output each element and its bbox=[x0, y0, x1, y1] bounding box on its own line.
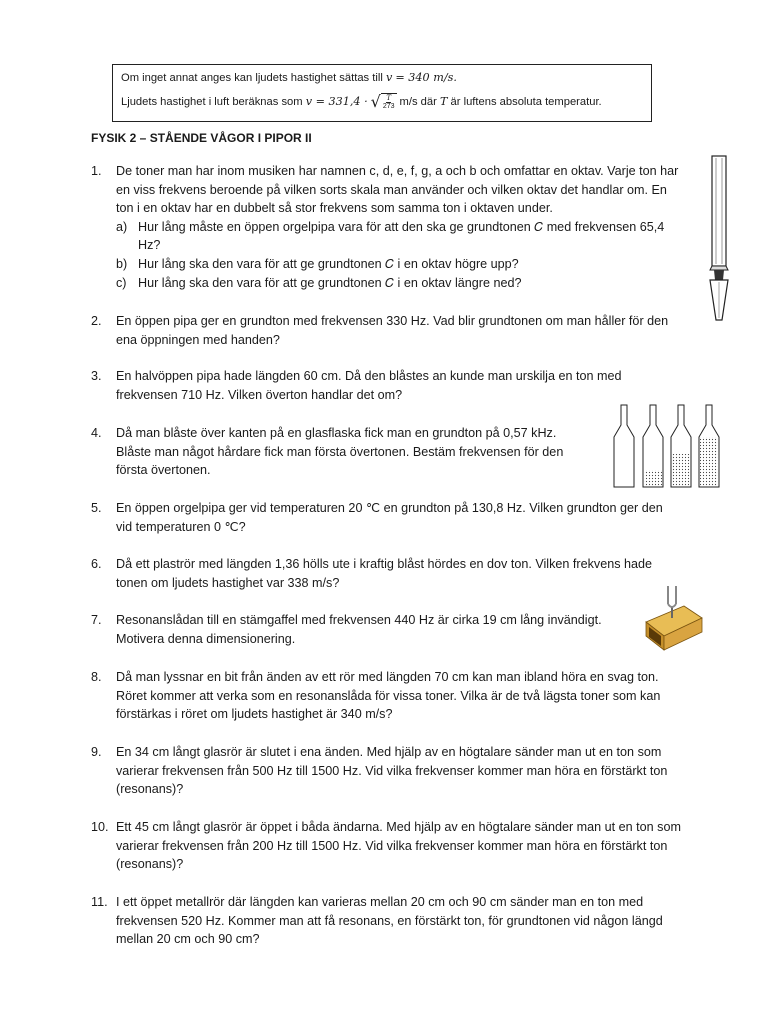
question-6: 6. Då ett plaströr med längden 1,36 hölls ute i kraftig blåst hördes en dov ton. Vilken frekvens hade tonen om ljudets hastighet var 338 m/s? bbox=[91, 557, 653, 590]
question-1: 1. De toner man har inom musiken har namnen c, d, e, f, g, a och b och omfattar en oktav. Varje ton har en viss frekvens beroende på vilken sorts skala man använder och vilken oktav det handlar om. En ton i en oktav har en dubbelt så stor frekvens som samma ton i oktaven under. a) Hur lång måste en öppen orgelpipa vara för att den ska ge grundtonen 𝐶 med frekvensen 65,4 Hz? b) Hur lång ska den vara för att ge grundtonen 𝐶 i en oktav högre upp? c) Hur lång ska den vara för att ge grundtonen 𝐶 i en oktav längre ned? bbox=[91, 162, 681, 292]
question-2: 2. En öppen pipa ger en grundton med frekvensen 330 Hz. Vad blir grundtonen om man håller för den ena öppningen med handen? bbox=[91, 314, 669, 347]
question-7: 7. Resonanslådan till en stämgaffel med frekvensen 440 Hz är cirka 19 cm lång invändigt. Motivera denna dimensionering. bbox=[91, 613, 602, 646]
question-4: 4. Då man blåste över kanten på en glasflaska fick man en grundton på 0,57 kHz. Blåste man något hårdare fick man första övertonen. Bestäm frekvensen för den första övertonen. bbox=[91, 426, 564, 478]
question-9: 9. En 34 cm långt glasrör är slutet i ena änden. Med hjälp av en högtalare sänder man ut en ton som varierar frekvensen från 500 Hz till 1500 Hz. Vid vilka frekvenser kommer man höra en förstärkt ton (resonans)? bbox=[91, 745, 668, 797]
question-5: 5. En öppen orgelpipa ger vid temperaturen 20 ℃ en grundton på 130,8 Hz. Vilken grundton ger den vid temperaturen 0 ℃? bbox=[91, 501, 663, 534]
bottles-illustration bbox=[612, 402, 730, 490]
organ-pipe-illustration bbox=[700, 152, 740, 324]
info-line-1: Om inget annat anges kan ljudets hastighet sättas till v = 340 m/s. bbox=[121, 71, 457, 84]
question-8: 8. Då man lyssnar en bit från änden av ett rör med längden 70 cm kan man ibland höra en svag ton. Röret kommer att verka som en resonanslåda för vissa toner. Vilka är de två lägsta toner som kan förstärkas i röret om ljudets hastighet är 340 m/s? bbox=[91, 670, 661, 722]
question-1a: a) Hur lång måste en öppen orgelpipa vara för att den ska ge grundtonen 𝐶 med frekvensen 65,4 Hz? bbox=[116, 219, 665, 253]
question-3: 3. En halvöppen pipa hade längden 60 cm. Då den blåstes an kunde man urskilja en ton med frekvensen 710 Hz. Vilken överton handlar det om? bbox=[91, 369, 622, 402]
question-10: 10. Ett 45 cm långt glasrör är öppet i båda ändarna. Med hjälp av en högtalare sänder man ut en ton som varierar frekvensen från 200 Hz till 1500 Hz. Vid vilka frekvenser kommer man höra en förstärkt ton (resonans)? bbox=[91, 820, 681, 872]
info-box bbox=[112, 64, 652, 122]
question-1b: b) Hur lång ska den vara för att ge grundtonen 𝐶 i en oktav högre upp? bbox=[116, 256, 519, 271]
question-11: 11. I ett öppet metallrör där längden kan varieras mellan 20 cm och 90 cm sänder man en ton med frekvensen 520 Hz. Kommer man att få resonans, en förstärkt ton, för grundtonen vid någon längd mellan 20 cm och 90 cm? bbox=[91, 895, 663, 947]
tuning-fork-box-illustration bbox=[640, 580, 704, 652]
square-root-formula: √ $\frac{T}{273}$ bbox=[370, 92, 395, 111]
radical-sign-icon: √ bbox=[370, 92, 381, 111]
question-1c: c) Hur lång ska den vara för att ge grundtonen 𝐶 i en oktav längre ned? bbox=[116, 275, 522, 290]
info-line-2: Ljudets hastighet i luft beräknas som v = 331,4 · √ $\frac{T}{273}$ m/s där T är luftens absoluta temperatur. bbox=[121, 92, 602, 111]
page-title: FYSIK 2 – STÅENDE VÅGOR I PIPOR II bbox=[91, 131, 312, 145]
